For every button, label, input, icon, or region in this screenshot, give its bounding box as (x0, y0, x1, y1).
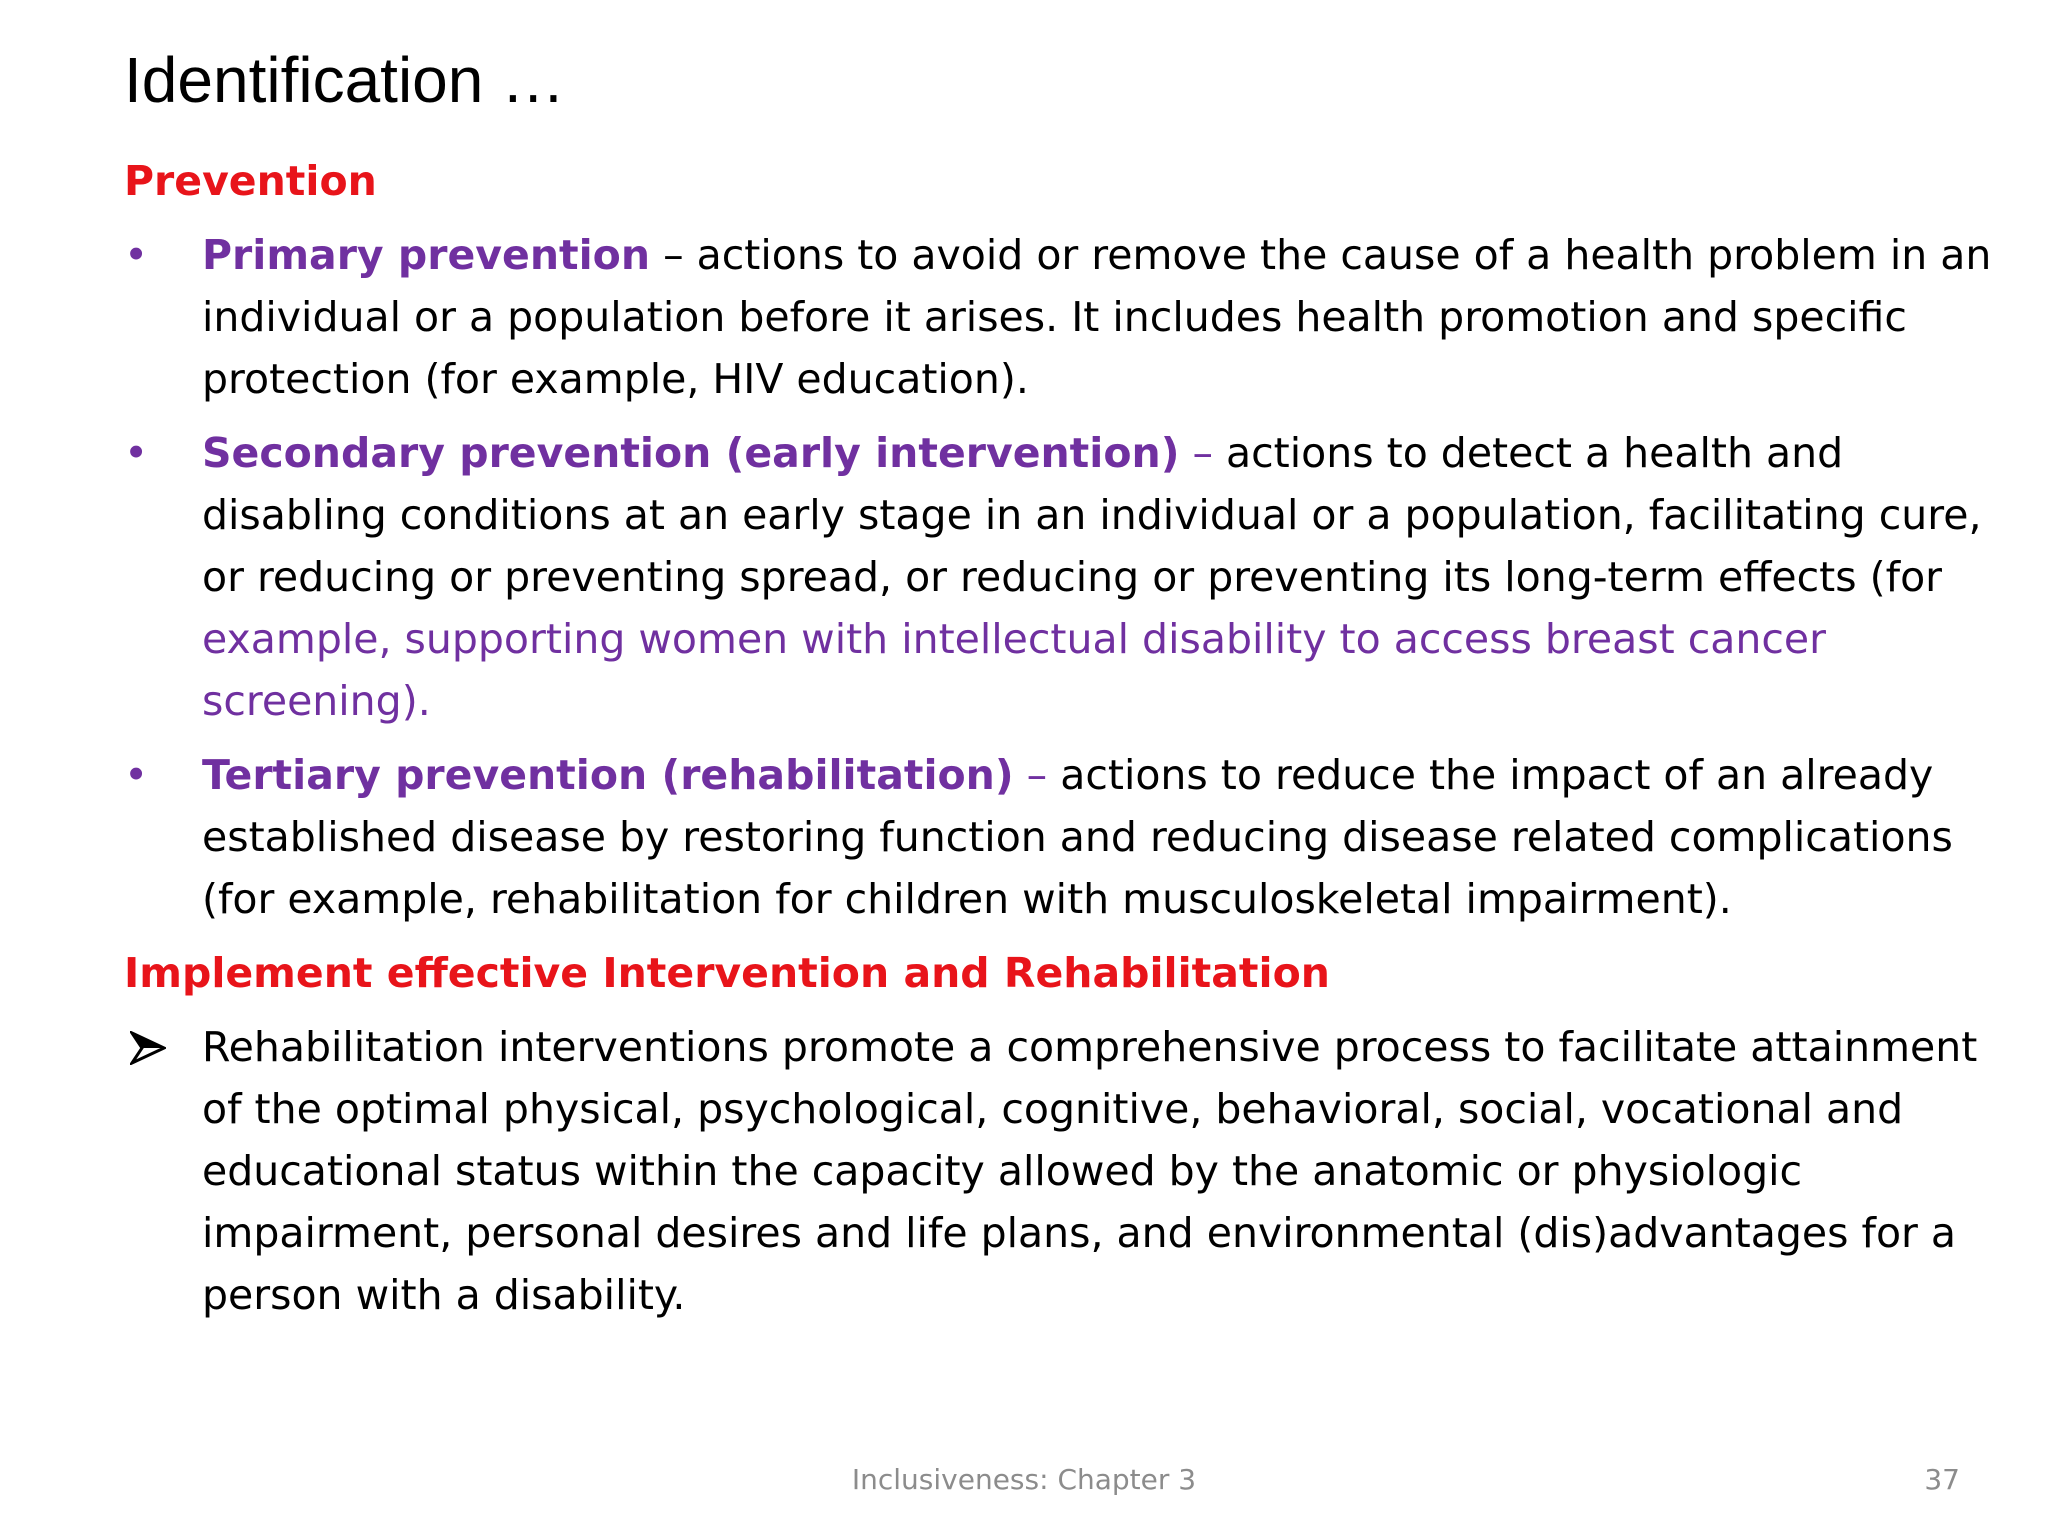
definition-tertiary: actions to reduce the impact of an already established disease by restoring function and reducing disease related complications (for example, rehabilitation for children with musculoskeletal impairment). (202, 751, 1953, 923)
slide-body (124, 150, 2004, 1326)
arrow-item-text: Rehabilitation interventions promote a comprehensive process to facilitate attainment of the optimal physical, psychological, cognitive, behavioral, social, vocational and educational status within the capacity allowed by the anatomic or physiologic impairment, personal desires and life plans, and environmental (dis)advantages for a person with a disability. (202, 1023, 1978, 1319)
footer-chapter: Inclusiveness: Chapter 3 (851, 1463, 1197, 1496)
definition-primary: actions to avoid or remove the cause of a health problem in an individual or a population before it arises. It includes health promotion and specific protection (for example, HIV education). (202, 231, 1992, 403)
bullet-text (202, 744, 2004, 930)
definition-secondary-example: example, supporting women with intellectual disability to access breast cancer screening). (202, 615, 1826, 725)
section-heading-prevention: Prevention (124, 157, 377, 205)
arrow-bullet-icon (130, 1031, 166, 1065)
arrow-item-rehabilitation (124, 1016, 2004, 1326)
bullet-dot: • (124, 231, 149, 279)
term-tertiary-prevention: Tertiary prevention (rehabilitation) (202, 751, 1014, 799)
term-secondary-prevention: Secondary prevention (early intervention) (202, 429, 1180, 477)
term-dash: – (1013, 751, 1048, 799)
slide-title: Identification … (124, 44, 566, 116)
term-dash: – (1179, 429, 1213, 477)
term-dash: – (650, 231, 684, 279)
bullet-dot: • (124, 429, 149, 477)
bullet-text (202, 422, 2004, 732)
bullet-text (202, 224, 2004, 410)
definition-secondary: actions to detect a health and disabling conditions at an early stage in an individual or a population, facilitating cure, or reducing or preventing spread, or reducing or preventing its long-term effects (for (202, 429, 1982, 601)
bullet-item-primary (124, 224, 2004, 410)
bullet-dot: • (124, 751, 149, 799)
bullet-item-tertiary (124, 744, 2004, 930)
term-primary-prevention: Primary prevention (202, 231, 651, 279)
bullet-item-secondary (124, 422, 2004, 732)
page-number: 37 (1924, 1463, 1960, 1496)
section-heading-intervention: Implement effective Intervention and Rehabilitation (124, 949, 1330, 997)
